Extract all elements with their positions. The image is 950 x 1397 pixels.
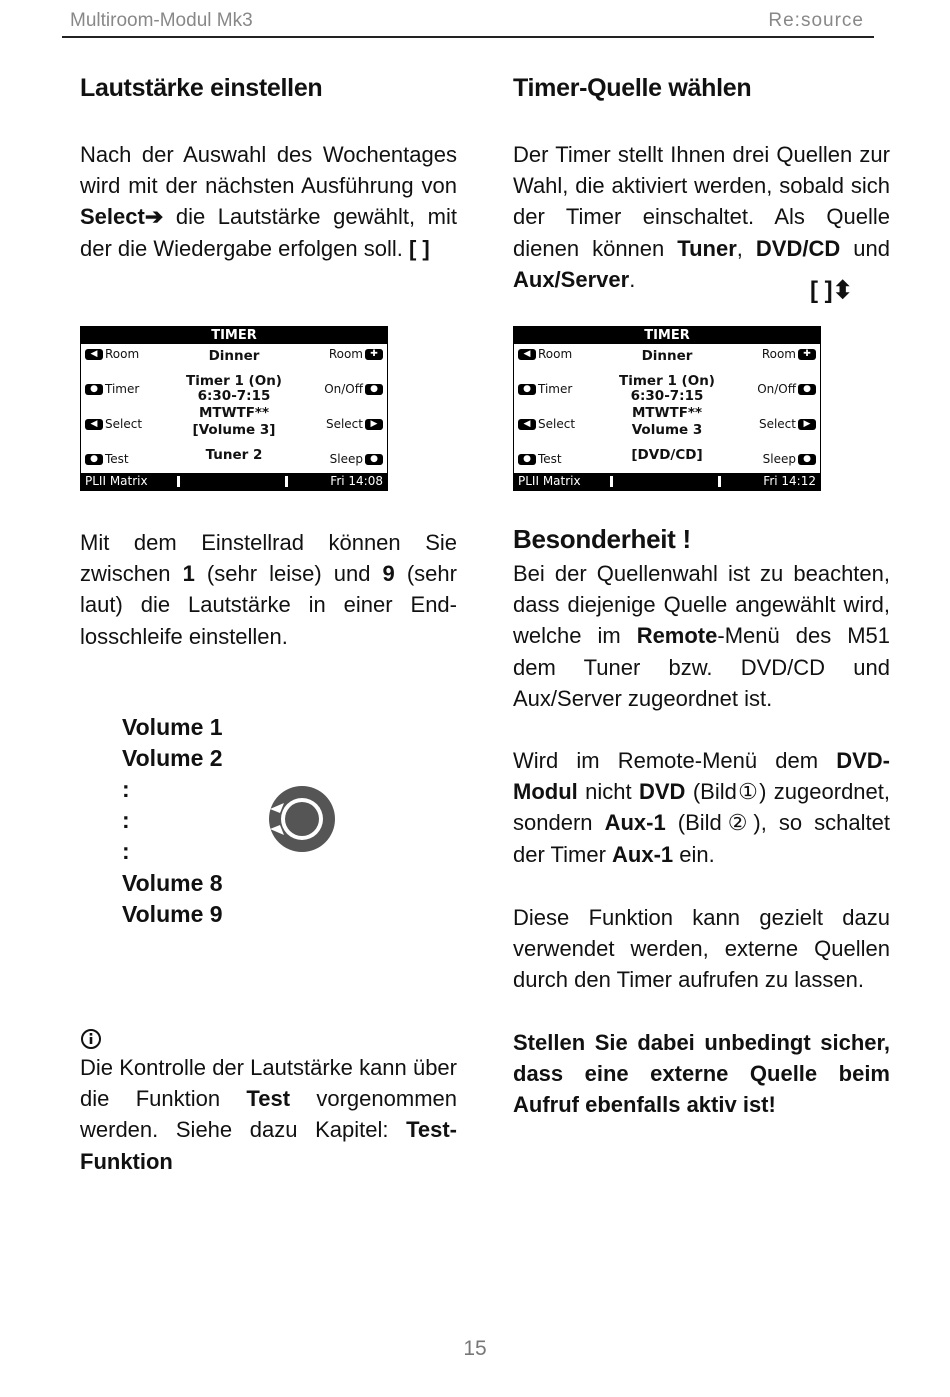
screen-timer-state: Timer 1 (On): [619, 373, 715, 389]
remote-text: Wird im Remote-Menü dem DVD-Modul nicht DVD (Bild①) zugeordnet, sondern Aux-1 (Bild②), so schaltet der Timer Aux-1 ein.: [513, 748, 891, 867]
softkey-room-right: Room ✚: [329, 347, 385, 361]
softkey-room-left: ◀ Room: [83, 347, 139, 361]
note-text: Die Kontrolle der Lautstärke kann über die Funktion Test vorgenommen werden. Siehe dazu Kapitel: Test-Funktion: [80, 1055, 457, 1174]
bracket-scroll-symbol: [ ]⬍: [810, 277, 853, 304]
right-column: [513, 74, 890, 103]
screen-source: Tuner 2: [205, 447, 263, 463]
function-text: Diese Funktion kann gezielt dazu verwendet werden, externe Quellen durch den Timer aufrufen zu lassen.: [513, 905, 890, 993]
volume-list-item: :: [122, 776, 130, 802]
screen-days: MTWTF**: [198, 405, 270, 421]
warning-text: Stellen Sie dabei unbedingt sicher, dass eine externe Quelle beim Aufruf ebenfalls aktiv ist!: [513, 1030, 890, 1118]
left-intro: [80, 139, 457, 264]
volume-intro-text: Nach der Auswahl des Wochentages wird mit der nächsten Ausführung von Select➔ die Lautstärke gewählt, mit der die Wiedergabe erfolgen soll. [ ]: [80, 142, 457, 261]
right-intro: [513, 139, 890, 295]
softkey-select-right: Select ▶: [326, 417, 385, 431]
softkey-sleep: Sleep ●: [763, 452, 818, 466]
right-special-text: [513, 558, 890, 714]
screen-title: TIMER: [514, 327, 820, 344]
softkey-test: ● Test: [83, 452, 129, 466]
screen-status-bar: PLII Matrix Fri 14:08: [81, 473, 387, 490]
right-remote-text: [513, 745, 890, 870]
source-intro-text: Der Timer stellt Ihnen drei Quellen zur Wahl, die aktiviert werden, sobald sich der Timer einschaltet. Als Quelle dienen können Tuner, DVD/CD und Aux/Server.: [513, 142, 890, 292]
screen-timer-state: Timer 1 (On): [186, 373, 282, 389]
screen-timer-time: 6:30-7:15: [630, 388, 704, 404]
dial-text: Mit dem Einstellrad können Sie zwischen 1 (sehr leise) und 9 (sehr laut) die Lautstärke in einer Endlosschleife einstellen.: [80, 530, 457, 649]
softkey-timer: ● Timer: [83, 382, 139, 396]
volume-list-item: :: [122, 807, 130, 833]
page-number: 15: [463, 1337, 487, 1360]
softkey-test: ● Test: [516, 452, 562, 466]
right-special: [513, 524, 890, 555]
header-brand: Re:source: [768, 10, 864, 31]
heading-special: Besonderheit !: [513, 524, 691, 554]
left-note: [80, 1052, 457, 1177]
softkey-select-left: ◀ Select: [83, 417, 142, 431]
left-column: [80, 74, 457, 103]
screen-volume: Volume 3: [631, 422, 703, 438]
page-header: [62, 10, 874, 38]
rotary-dial-icon: [262, 783, 338, 855]
info-icon: [80, 1028, 102, 1050]
softkey-timer: ● Timer: [516, 382, 572, 396]
screen-room-name: Dinner: [641, 348, 693, 364]
screen-title: TIMER: [81, 327, 387, 344]
softkey-onoff: On/Off ●: [757, 382, 818, 396]
right-function-text: [513, 902, 890, 996]
volume-list-item: Volume 2: [122, 745, 223, 771]
special-text: Bei der Quellenwahl ist zu beachten, dass diejenige Quelle angewählt wird, welche im Remote-Menü des M51 dem Tuner bzw. DVD/CD und Aux/Server zugeordnet ist.: [513, 561, 890, 711]
volume-list-item: Volume 8: [122, 870, 223, 896]
screen-volume: [Volume 3]: [192, 422, 276, 438]
right-warning: [513, 1027, 890, 1121]
timer-screen-source: [513, 326, 821, 491]
screen-source: [DVD/CD]: [631, 447, 703, 463]
volume-list-item: :: [122, 838, 130, 864]
header-title: Multiroom-Modul Mk3: [70, 10, 253, 31]
screen-status-bar: PLII Matrix Fri 14:12: [514, 473, 820, 490]
heading-timer-source: Timer-Quelle wählen: [513, 74, 752, 102]
screen-room-name: Dinner: [208, 348, 260, 364]
left-dial-text: [80, 527, 457, 652]
screen-timer-time: 6:30-7:15: [197, 388, 271, 404]
softkey-select-left: ◀ Select: [516, 417, 575, 431]
volume-list-item: Volume 9: [122, 901, 223, 927]
softkey-sleep: Sleep ●: [330, 452, 385, 466]
timer-screen-volume: [80, 326, 388, 491]
volume-list-item: Volume 1: [122, 714, 223, 740]
softkey-room-right: Room ✚: [762, 347, 818, 361]
softkey-onoff: On/Off ●: [324, 382, 385, 396]
softkey-room-left: ◀ Room: [516, 347, 572, 361]
heading-volume: Lautstärke einstellen: [80, 74, 323, 102]
screen-days: MTWTF**: [631, 405, 703, 421]
softkey-select-right: Select ▶: [759, 417, 818, 431]
